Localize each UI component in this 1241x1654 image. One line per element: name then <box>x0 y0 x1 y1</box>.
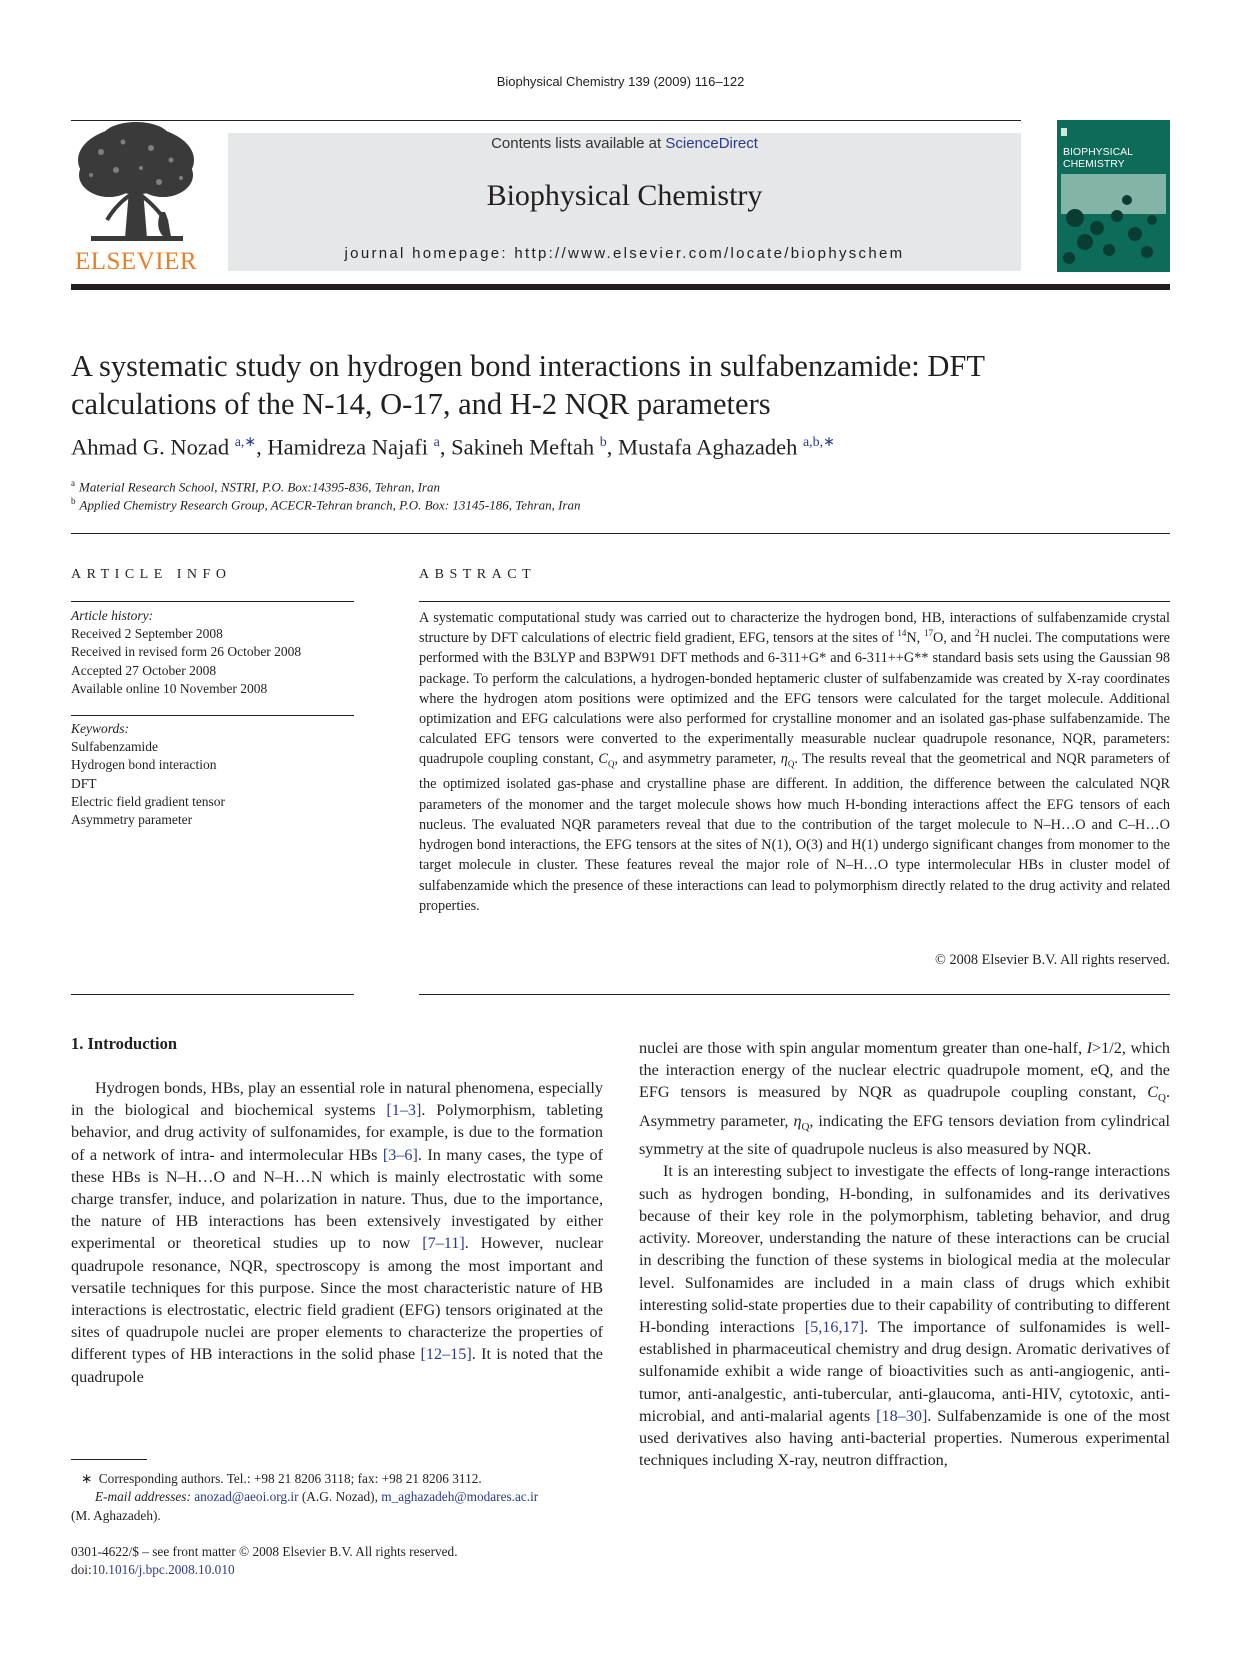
article-title: A systematic study on hydrogen bond interactions in sulfabenzamide: DFT calculations of the N-14, O-17, and H-2 NQR parameters <box>71 349 985 421</box>
article-info-heading: ARTICLE INFO <box>71 567 232 582</box>
author-name: Mustafa Aghazadeh <box>618 434 798 460</box>
history-item: Available online 10 November 2008 <box>71 680 268 696</box>
history-item: Received in revised form 26 October 2008 <box>71 644 302 660</box>
cover-title: BIOPHYSICAL CHEMISTRY <box>1063 146 1133 170</box>
doi-link[interactable]: 10.1016/j.bpc.2008.10.010 <box>91 1562 235 1578</box>
history-item: Received 2 September 2008 <box>71 626 223 642</box>
front-matter <box>71 1543 611 1580</box>
history-item: Accepted 27 October 2008 <box>71 662 217 678</box>
affiliation-b <box>71 496 580 513</box>
contents-line <box>228 135 1021 152</box>
author-name: Ahmad G. Nozad <box>71 434 230 460</box>
email-owner: (M. Aghazadeh). <box>71 1507 161 1523</box>
body-column-right <box>639 1037 1170 1471</box>
citation-link[interactable]: [1–3] <box>386 1101 422 1120</box>
author-name: Hamidreza Najafi <box>267 434 428 460</box>
sciencedirect-link[interactable]: ScienceDirect <box>665 135 758 152</box>
affiliation-text: Material Research School, NSTRI, P.O. Box:14395-836, Tehran, Iran <box>79 479 440 495</box>
journal-citation: Biophysical Chemistry 139 (2009) 116–122 <box>496 74 745 89</box>
paragraph: Hydrogen bonds, HBs, play an essential role in natural phenomena, especially in the biological and biochemical systems [1–3]. Polymorphism, tableting behavior, and drug activity of sulfonamides, for example, is due to the formation of a network of intra- and intermolecular HBs [3–6]. In many cases, the type of these HBs is N–H…O and N–H…N which is mainly electrostatic with some charge transfer, induce, and polarization in nature. Thus, due to the importance, the nature of HB interactions has been extensively investigated by either experimental or theoretical studies up to now [7–11]. However, nuclear quadrupole resonance, NQR, spectroscopy is among the most important and versatile techniques for this purpose. Since the most characteristic nature of HB interactions is electrostatic, electric field gradient (EFG) tensors originated at the sites of quadrupole nuclei are proper elements to characterize the properties of different types of HB interactions in the solid phase [12–15]. It is noted that the quadrupole <box>71 1079 604 1386</box>
author-list: Ahmad G. Nozad $^{a,∗}$, Hamidreza Najafi $^a$, Sakineh Meftah $^b$, Mustafa Aghazadeh $^{a,b,∗}$ <box>71 434 835 460</box>
abstract-copyright: © 2008 Elsevier B.V. All rights reserved. <box>935 952 1170 968</box>
citation-link[interactable]: [3–6] <box>382 1145 418 1164</box>
email-link[interactable]: m_aghazadeh@modares.ac.ir <box>381 1489 539 1505</box>
info-rule <box>71 994 354 995</box>
contents-prefix: Contents lists available at <box>491 135 666 152</box>
corresponding-author-footnote: ∗ Corresponding authors. Tel.: +98 21 8206 3118; fax: +98 21 8206 3112. E-mail addresses: anozad@aeoi.org.ir (A.G. Nozad), m_aghazadeh@modares.ac.ir (M. Aghazadeh). <box>71 1470 611 1525</box>
abstract-heading: ABSTRACT <box>419 567 537 582</box>
section-heading: 1. Introduction <box>71 1034 178 1053</box>
keyword: Hydrogen bond interaction <box>71 757 217 773</box>
masthead-divider <box>71 284 1170 290</box>
affiliation-a <box>71 478 440 495</box>
journal-homepage[interactable]: journal homepage: http://www.elsevier.com/locate/biophyschem <box>344 245 905 262</box>
journal-name: Biophysical Chemistry <box>486 179 763 212</box>
keyword: Asymmetry parameter <box>71 812 193 828</box>
email-label: E-mail addresses: <box>95 1489 191 1505</box>
paragraph: nuclei are those with spin angular momentum greater than one-half, I>1/2, which the interaction energy of the nuclear electric quadrupole moment, eQ, and the EFG tensors is measured by NQR as quadrupole coupling constant, $C_Q$. Asymmetry parameter, $\eta_Q$, indicating the EFG tensors deviation from cylindrical symmetry at the site of quadrupole nucleus is also measured by NQR. <box>639 1039 1171 1159</box>
paragraph: It is an interesting subject to investigate the effects of long-range interactions such as hydrogen bonding, H-bonding, in sulfonamides and its derivatives because of their key role in the polymorphism, tableting behavior, and drug activity. Moreover, understanding the nature of these interactions can be crucial in describing the function of these systems in biological media at the molecular level. Sulfonamides are included in a main class of drugs which exhibit interesting solid-state properties due to their capability of contributing to different H-bonding interactions [5,16,17]. The importance of sulfonamides is well-established in pharmaceutical chemistry and drug design. Aromatic derivatives of sulfonamide exhibit a wide range of bioactivities such as anti-angiogenic, anti-tumor, anti-analgestic, anti-tubercular, anti-glaucoma, anti-HIV, cytotoxic, anti-microbial, and anti-malarial agents [18–30]. Sulfabenzamide is one of the most used derivatives also having anti-bacterial properties. Numerous experimental techniques including X-ray, neutron diffraction, <box>639 1162 1170 1470</box>
email-link[interactable]: anozad@aeoi.org.ir <box>194 1489 299 1505</box>
citation-link[interactable]: [5,16,17] <box>804 1317 865 1336</box>
affiliation-mark: b <box>71 496 76 506</box>
author-affiliation-mark[interactable]: a,∗ <box>234 435 257 450</box>
doi-label: doi: <box>71 1562 92 1578</box>
journal-cover-thumbnail[interactable] <box>1057 120 1170 272</box>
author-affiliation-mark[interactable]: b <box>599 435 607 450</box>
body-column-left <box>71 1077 603 1388</box>
header-rule <box>71 120 1021 121</box>
elsevier-logo[interactable] <box>71 120 201 275</box>
publisher-wordmark: ELSEVIER <box>74 248 198 275</box>
citation-link[interactable]: [7–11] <box>422 1234 465 1253</box>
keyword: Electric field gradient tensor <box>71 793 226 809</box>
affiliation-text: Applied Chemistry Research Group, ACECR-Tehran branch, P.O. Box: 13145-186, Tehran, Iran <box>79 497 581 513</box>
cover-art-icon <box>1057 120 1170 272</box>
keywords-label: Keywords: <box>71 721 129 736</box>
front-matter-text: 0301-4622/$ – see front matter © 2008 Elsevier B.V. All rights reserved. <box>71 1544 458 1559</box>
journal-masthead <box>228 133 1021 271</box>
tree-icon <box>71 120 201 250</box>
email-owner: (A.G. Nozad), <box>301 1489 378 1505</box>
history-label: Article history: <box>71 608 154 623</box>
abstract-rule <box>419 994 1170 995</box>
author-affiliation-mark[interactable]: a,b,∗ <box>802 435 835 450</box>
footnote-text: Corresponding authors. Tel.: +98 21 8206 3118; fax: +98 21 8206 3112. <box>98 1471 482 1486</box>
citation-link[interactable]: [18–30] <box>876 1406 928 1425</box>
keyword: Sulfabenzamide <box>71 739 158 755</box>
abstract-body: A systematic computational study was carried out to characterize the hydrogen bond, HB, interactions of sulfabenzamide crystal structure by DFT calculations of electric field gradient, EFG, tensors at the sites of $^{14}$N, $^{17}$O, and $^2$H nuclei. The computations were performed with the B3LYP and B3PW91 DFT methods and 6-311+G* and 6-311++G** standard basis sets using the Gaussian 98 package. To perform the calculations, a hydrogen-bonded heptameric cluster of sulfabenzamide was created by X-ray coordinates where the hydrogen atom positions were optimized and the EFG tensors were calculated for the target molecule. Additional optimization and EFG calculations were also performed for crystalline monomer and an isolated gas-phase sulfabenzamide. The calculated EFG tensors were converted to the experimentally measurable nuclear quadrupole resonance, NQR, parameters: quadrupole coupling constant, $C_Q$, and asymmetry parameter, $\eta_Q$. The results reveal that the geometrical and NQR parameters of the optimized isolated gas-phase and crystalline phase are different. In addition, the difference between the calculated NQR parameters of the monomer and the target molecule shows how much H-bonding interactions affect the EFG tensors of each nucleus. The evaluated NQR parameters reveal that due to the contribution of the target molecule to N–H…O and C–H…O hydrogen bond interactions, the EFG tensors at the sites of N(1), O(3) and H(1) undergo significant changes from monomer to the target molecule in cluster. These features reveal the major role of N–H…O type intermolecular HBs in cluster model of sulfabenzamide which the presence of these interactions can lead to polymorphism directly related to the drug activity and related properties. <box>419 610 1171 914</box>
author-affiliation-mark[interactable]: a <box>433 435 440 450</box>
info-rule <box>71 715 354 716</box>
affiliation-mark: a <box>71 478 75 488</box>
keyword: DFT <box>71 775 97 791</box>
keywords-list <box>71 720 225 829</box>
section-rule <box>71 533 1170 534</box>
info-rule <box>71 601 354 602</box>
abstract-rule <box>419 601 1170 602</box>
author-name: Sakineh Meftah <box>451 434 595 460</box>
citation-link[interactable]: [12–15] <box>420 1345 472 1364</box>
footnote-rule <box>71 1459 147 1460</box>
article-history <box>71 607 301 698</box>
